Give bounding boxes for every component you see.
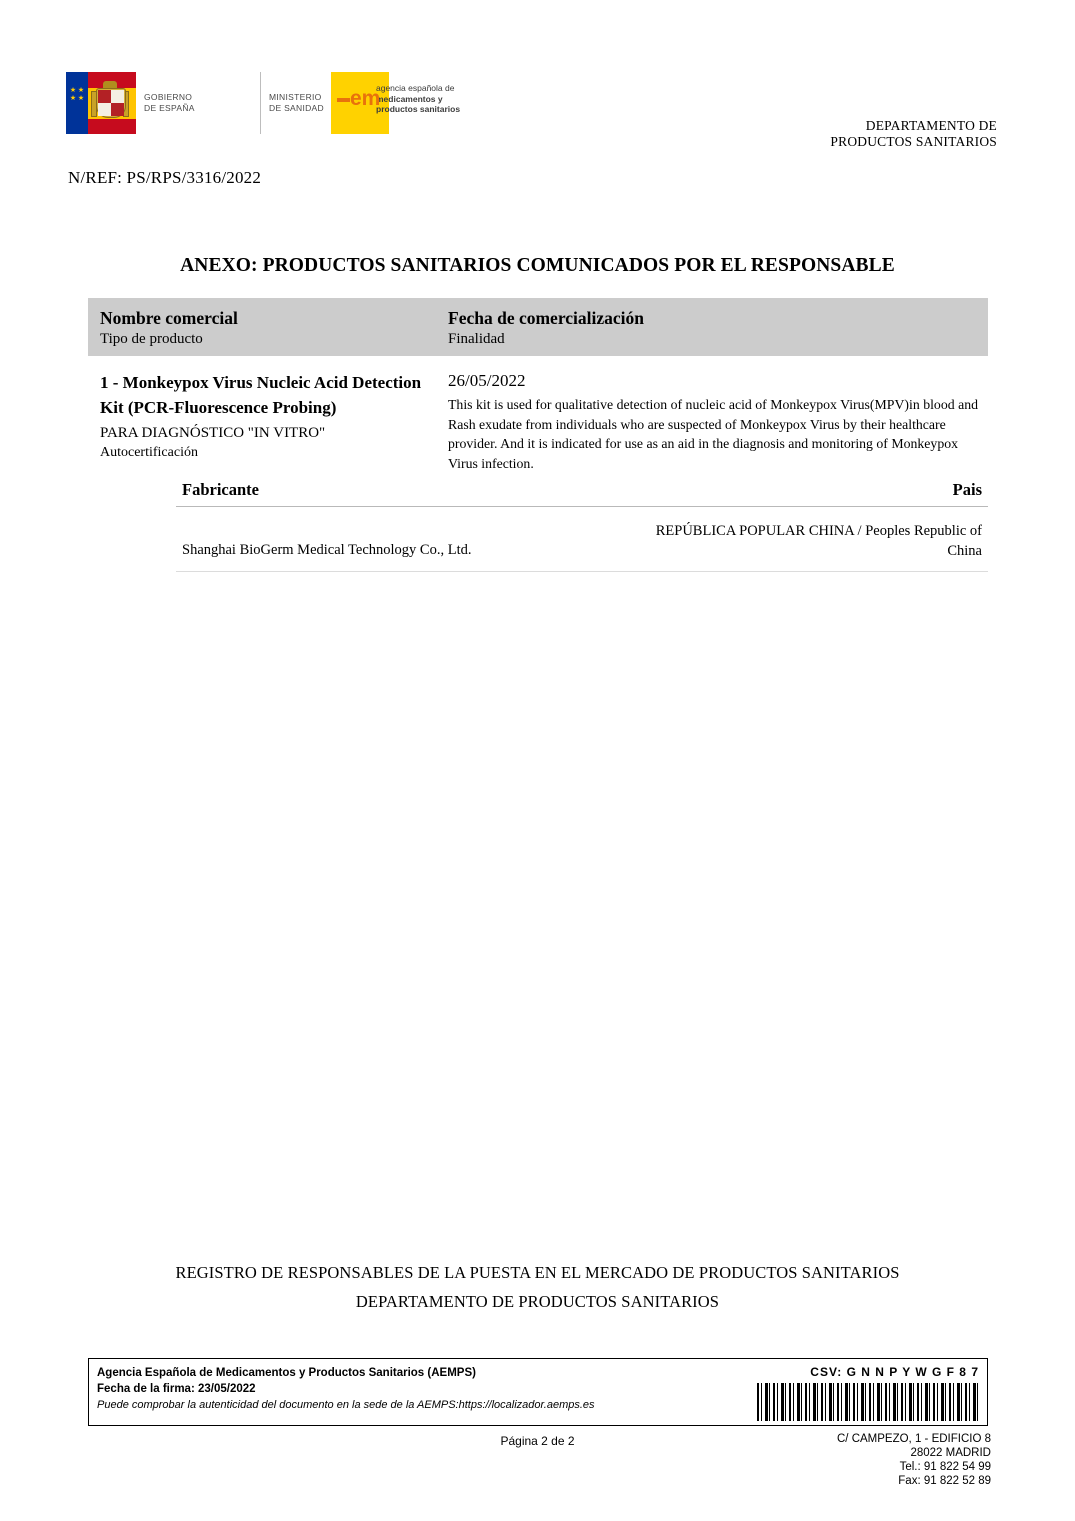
product-name: 1 - Monkeypox Virus Nucleic Acid Detection Kit (PCR-Fluorescence Probing) <box>100 373 422 417</box>
address-line1: C/ CAMPEZO, 1 - EDIFICIO 8 <box>837 1433 991 1445</box>
product-type: PARA DIAGNÓSTICO "IN VITRO" <box>100 425 326 441</box>
table-row <box>88 356 988 473</box>
column-header-manufacturer: Fabricante <box>182 480 259 499</box>
address-block <box>837 1432 991 1488</box>
signature-verify-text: Puede comprobar la autenticidad del documento en la sede de la AEMPS:https://localizador.aemps.es <box>97 1399 595 1411</box>
agency-line1: agencia española de <box>376 83 455 94</box>
aemps-mark-icon <box>336 82 381 116</box>
manufacturer-name: Shanghai BioGerm Medical Technology Co., Ltd. <box>182 542 472 558</box>
aemps-logo <box>336 82 460 116</box>
aemps-mark-label: em <box>350 87 381 110</box>
column-header-commercial-name: Nombre comercial <box>100 308 238 328</box>
registry-footer <box>0 1258 1075 1316</box>
address-line2: 28022 MADRID <box>910 1447 991 1459</box>
signature-date: Fecha de la firma: 23/05/2022 <box>97 1383 256 1395</box>
column-header-country: Pais <box>952 480 982 499</box>
table-cell-product <box>88 370 448 473</box>
barcode-icon <box>757 1383 979 1421</box>
eu-flag-icon <box>66 72 88 134</box>
table-header-row <box>88 298 988 356</box>
gobierno-line1: GOBIERNO <box>144 92 193 102</box>
gobierno-line2: DE ESPAÑA <box>144 103 195 113</box>
spain-flag-icon <box>66 72 136 134</box>
table-header-col2 <box>448 307 988 349</box>
csv-code: CSV: G N N P Y W G F 8 7 <box>810 1365 979 1379</box>
ministerio-line2: DE SANIDAD <box>269 103 324 113</box>
page-title: ANEXO: PRODUCTOS SANITARIOS COMUNICADOS POR EL RESPONSABLE <box>180 255 895 276</box>
column-header-purpose: Finalidad <box>448 331 505 347</box>
manufacturer-row <box>176 507 988 572</box>
table-cell-details <box>448 370 988 473</box>
marketing-date: 26/05/2022 <box>448 371 526 390</box>
department-line2: PRODUCTOS SANITARIOS <box>830 134 997 149</box>
gobierno-label <box>136 72 260 134</box>
agency-line2: medicamentos y <box>376 93 443 104</box>
page-number: Página 2 de 2 <box>500 1434 575 1448</box>
manufacturer-country: REPÚBLICA POPULAR CHINA / Peoples Republic of China <box>655 523 982 559</box>
aemps-name-label <box>376 83 460 115</box>
table-header-col1 <box>88 307 448 349</box>
agency-line3: productos sanitarios <box>376 104 461 115</box>
column-header-marketing-date: Fecha de comercialización <box>448 308 645 328</box>
reference-number: N/REF: PS/RPS/3316/2022 <box>68 168 262 187</box>
product-certification: Autocertificación <box>100 445 198 460</box>
signature-box <box>88 1358 988 1426</box>
product-purpose: This kit is used for qualitative detection of nucleic acid of Monkeypox Virus(MPV)in blood and Rash exudate from individuals who are suspected of Monkeypox Virus by their healthcare provider. And it is indicated for use as an aid in the diagnosis and monitoring of Monkeypox Virus infection. <box>448 397 978 471</box>
address-line4: Fax: 91 822 52 89 <box>898 1475 991 1487</box>
document-header <box>0 60 1075 160</box>
department-header <box>830 118 997 150</box>
registry-line1: REGISTRO DE RESPONSABLES DE LA PUESTA EN EL MERCADO DE PRODUCTOS SANITARIOS <box>175 1263 900 1282</box>
manufacturer-table-header <box>176 480 988 507</box>
column-header-product-type: Tipo de producto <box>100 331 203 347</box>
signature-agency: Agencia Española de Medicamentos y Productos Sanitarios (AEMPS) <box>97 1367 476 1379</box>
signature-info <box>97 1365 595 1413</box>
manufacturer-table <box>176 480 988 572</box>
coat-of-arms-icon <box>90 81 130 125</box>
ministerio-line1: MINISTERIO <box>269 92 322 102</box>
eu-stars-label: ★ ★ ★ ★ <box>69 86 85 102</box>
department-line1: DEPARTAMENTO DE <box>865 118 997 133</box>
products-table <box>88 298 988 473</box>
ministerio-label <box>261 72 331 134</box>
registry-line2: DEPARTAMENTO DE PRODUCTOS SANITARIOS <box>355 1292 720 1311</box>
address-line3: Tel.: 91 822 54 99 <box>899 1461 991 1473</box>
